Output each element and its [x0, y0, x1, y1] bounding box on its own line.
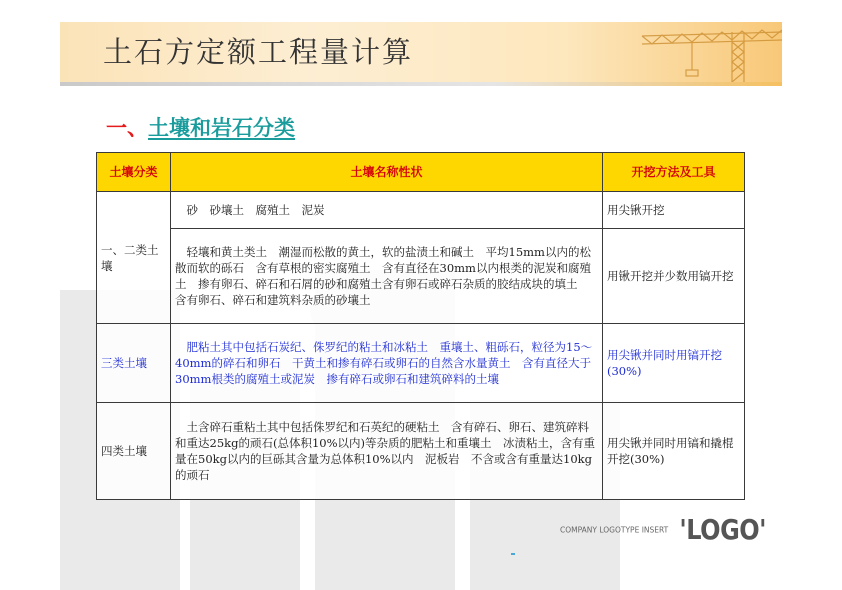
method-cell: 用尖锹开挖: [603, 192, 745, 229]
column-header-category: 土壤分类: [97, 153, 171, 192]
description-cell: 砂 砂壤土 腐殖土 泥炭: [171, 192, 603, 229]
table-row: [97, 403, 745, 500]
header-divider: [60, 82, 782, 86]
description-cell: 肥粘土其中包括石炭纪、侏罗纪的粘土和冰粘土 重壤土、粗砾石，粒径为15～40mm的碎石和卵石 干黄土和掺有碎石或卵石的自然含水量黄土 含有直径大于30mm根类的腐殖土或泥炭 掺有碎石或卵石和建筑碎料的土壤: [171, 324, 603, 403]
description-cell: 轻壤和黄土类土 潮湿而松散的黄土，软的盐渍土和碱土 平均15mm以内的松散而软的砾石 含有草根的密实腐殖土 含有直径在30mm以内根类的泥炭和腐殖土 掺有卵石、碎石和石屑的砂和腐殖土含有卵石或碎石杂质的胶结成块的填土 含有卵石、碎石和建筑料杂质的砂壤土: [171, 229, 603, 324]
company-logotype-text: COMPANY LOGOTYPE INSERT: [560, 525, 669, 535]
method-cell: 用锹开挖并少数用镐开挖: [603, 229, 745, 324]
category-cell: 三类土壤: [97, 324, 171, 403]
category-cell: 一、二类土壤: [97, 192, 171, 324]
table-row: [97, 192, 745, 229]
table-row: [97, 324, 745, 403]
method-cell: 用尖锹并同时用镐开挖(30%): [603, 324, 745, 403]
crane-graphic: [632, 22, 782, 82]
soil-classification-table: [96, 152, 745, 500]
table-header-row: [97, 153, 745, 192]
slide-marker: [511, 553, 515, 555]
section-number: 一、: [106, 116, 148, 140]
section-title: 土壤和岩石分类: [148, 116, 295, 140]
description-cell: 土含碎石重粘土其中包括侏罗纪和石英纪的硬粘土 含有碎石、卵石、建筑碎料和重达25kg的顽石(总体积10%以内)等杂质的肥粘土和重壤土 冰渍粘土，含有重量在50kg以内的巨砾其含量为总体积10%以内 泥板岩 不含或含有重量达10kg的顽石: [171, 403, 603, 500]
page-title: 土石方定额工程量计算: [103, 35, 414, 69]
column-header-method: 开挖方法及工具: [603, 153, 745, 192]
column-header-description: 土壤名称性状: [171, 153, 603, 192]
category-cell: 四类土壤: [97, 403, 171, 500]
footer-logo: [560, 513, 767, 547]
section-heading: [106, 112, 295, 142]
method-cell: 用尖锹并同时用镐和撬棍开挖(30%): [603, 403, 745, 500]
logo-mark: 'LOGO': [679, 513, 767, 547]
table-row: [97, 229, 745, 324]
